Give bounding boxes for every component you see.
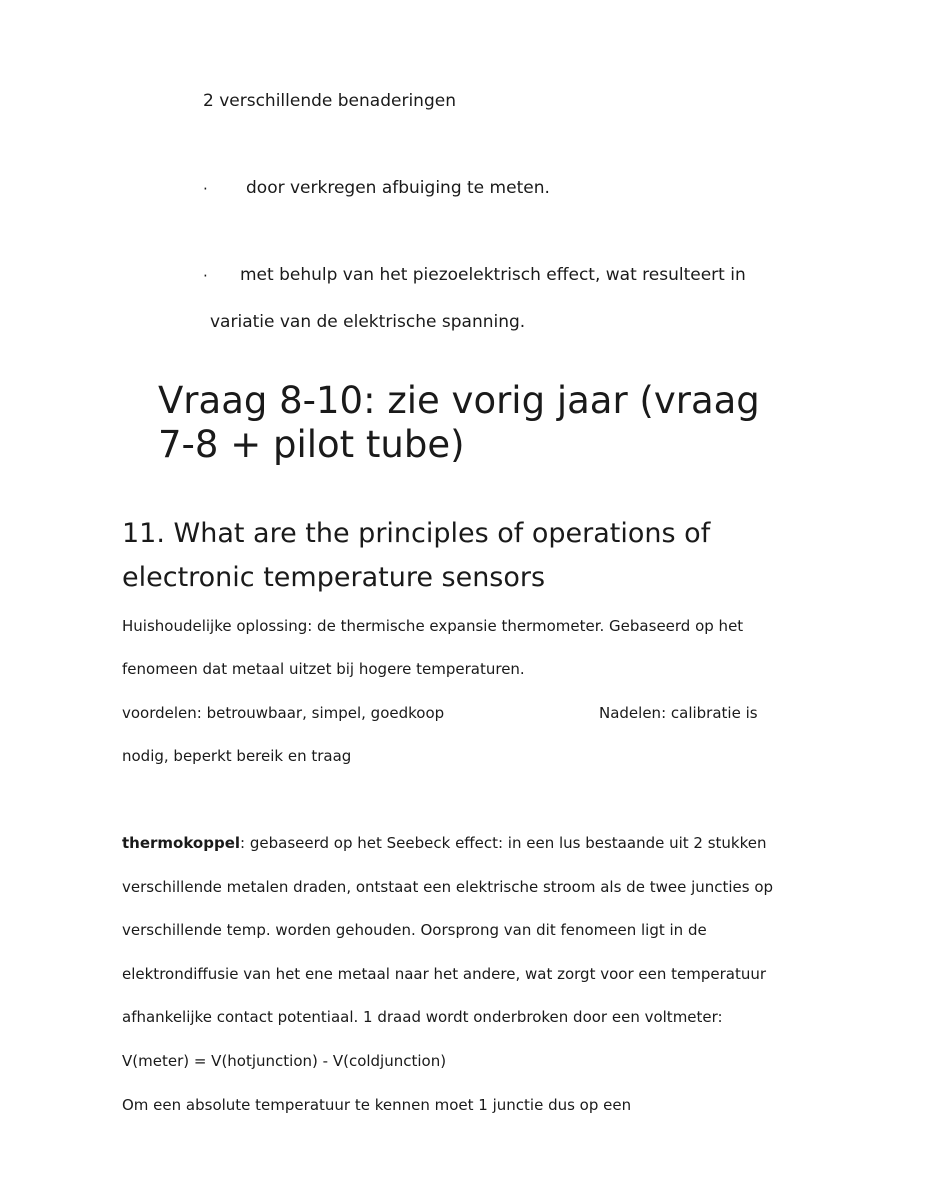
section-heading-line: 11. What are the principles of operations of [122,518,711,549]
paragraph-line: afhankelijke contact potentiaal. 1 draad wordt onderbroken door een voltmeter: [122,1008,723,1026]
paragraph-line: Om een absolute temperatuur te kennen moet 1 junctie dus op een [122,1096,632,1114]
paragraph-line: fenomeen dat metaal uitzet bij hogere temperaturen. [122,660,525,678]
formula-line: V(meter) = V(hotjunction) - V(coldjunction) [122,1052,447,1070]
paragraph-line: verschillende metalen draden, ontstaat een elektrische stroom als de twee juncties op [122,878,774,896]
disadvantages-continuation: nodig, beperkt bereik en traag [122,747,352,765]
section-heading-line: electronic temperature sensors [122,562,546,593]
bullet-text: met behulp van het piezoelektrisch effect, wat resulteert in [240,265,746,285]
advantages-text: voordelen: betrouwbaar, simpel, goedkoop [122,704,445,722]
bullet-text: door verkregen afbuiging te meten. [246,178,550,198]
paragraph-line: Huishoudelijke oplossing: de thermische expansie thermometer. Gebaseerd op het [122,617,744,635]
bullet-text-continuation: variatie van de elektrische spanning. [210,312,526,332]
heading-vraag-line: 7-8 + pilot tube) [158,423,465,466]
paragraph-line: elektrondiffusie van het ene metaal naar het andere, wat zorgt voor een temperatuur [122,965,767,983]
bullet-marker: · [203,267,208,285]
disadvantages-text: Nadelen: calibratie is [599,704,758,722]
thermokoppel-first-line [122,834,767,852]
intro-line: 2 verschillende benaderingen [203,91,456,111]
thermokoppel-first-line-rest: : gebaseerd op het Seebeck effect: in een lus bestaande uit 2 stukken [240,834,767,852]
heading-vraag-line: Vraag 8-10: zie vorig jaar (vraag [158,379,760,422]
paragraph-line: verschillende temp. worden gehouden. Oorsprong van dit fenomeen ligt in de [122,921,707,939]
bullet-marker: · [203,180,208,198]
thermokoppel-term: thermokoppel [122,834,241,852]
